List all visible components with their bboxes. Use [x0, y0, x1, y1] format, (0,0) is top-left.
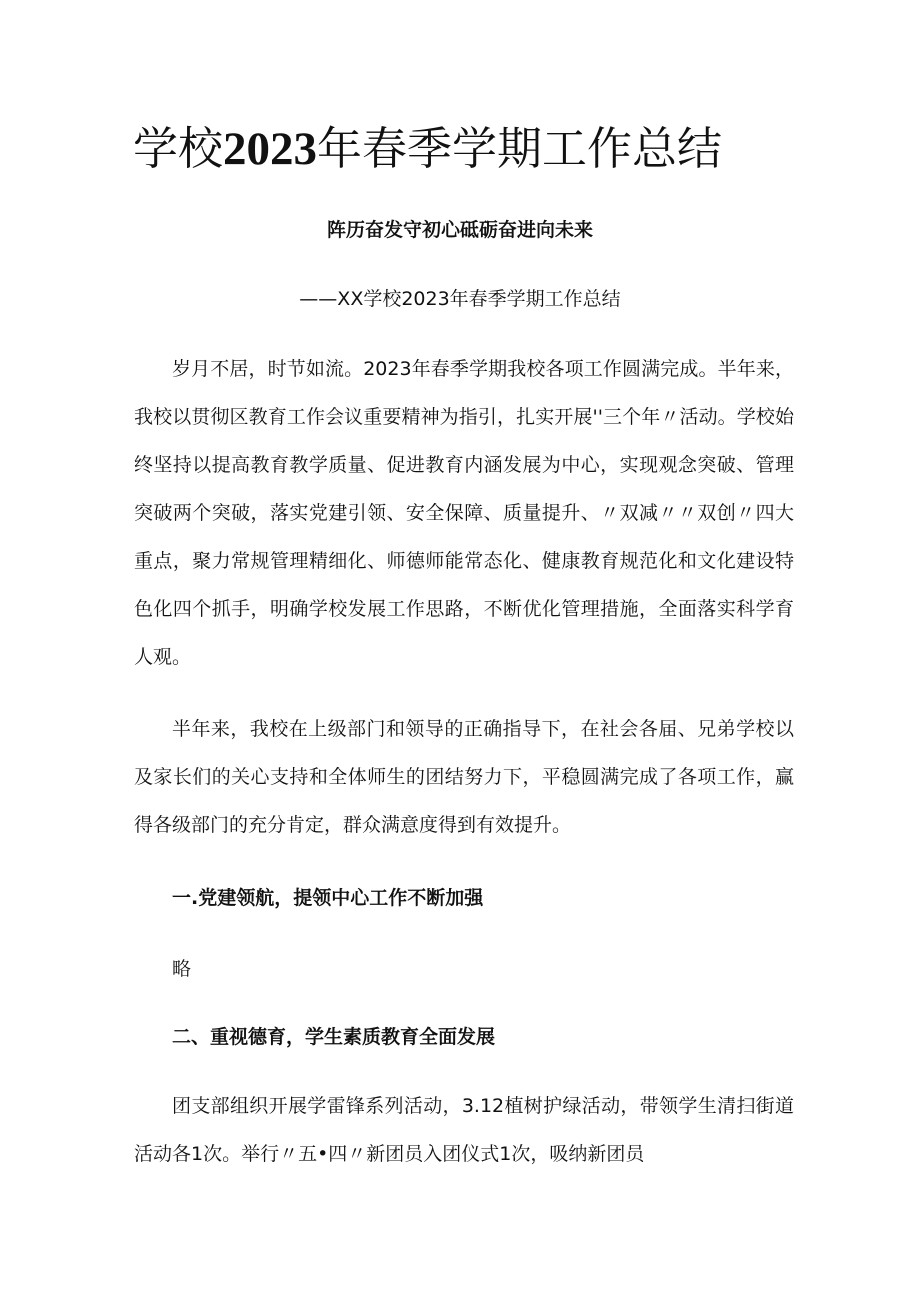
subtitle-main: 阵历奋发守初心砥砺奋进向未来 [326, 219, 593, 241]
title-suffix: 年春季学期工作总结 [317, 122, 723, 175]
document-title [133, 118, 833, 180]
title-year: 2023 [223, 123, 318, 175]
subtitle-secondary: ——XX学校2023年春季学期工作总结 [299, 288, 621, 310]
section-1-heading: 一.党建领航，提领中心工作不断加强 [172, 887, 484, 909]
section-1-body: 略 [172, 958, 192, 980]
section-2-body: 团支部组织开展学雷锋系列活动，3.12植树护绿活动，带领学生清扫街道活动各1次。举行〃五•四〃新团员入团仪式1次，吸纳新团员 [134, 1095, 794, 1165]
section-2-heading: 二、重视德育，学生素质教育全面发展 [172, 1026, 496, 1048]
paragraph-summary: 半年来，我校在上级部门和领导的正确指导下，在社会各届、兄弟学校以及家长们的关心支持和全体师生的团结努力下，平稳圆满完成了各项工作，赢得各级部门的充分肯定，群众满意度得到有效提升。 [134, 718, 794, 836]
paragraph-intro: 岁月不居，时节如流。2023年春季学期我校各项工作圆满完成。半年来，我校以贯彻区教育工作会议重要精神为指引，扎实开展''三个年〃活动。学校始终坚持以提高教育教学质量、促进教育内涵发展为中心，实现观念突破、管理突破两个突破，落实党建引领、安全保障、质量提升、〃双减〃〃双创〃四大重点，聚力常规管理精细化、师德师能常态化、健康教育规范化和文化建设特色化四个抓手，明确学校发展工作思路，不断优化管理措施，全面落实科学育人观。 [134, 358, 794, 668]
title-prefix: 学校 [133, 122, 224, 175]
